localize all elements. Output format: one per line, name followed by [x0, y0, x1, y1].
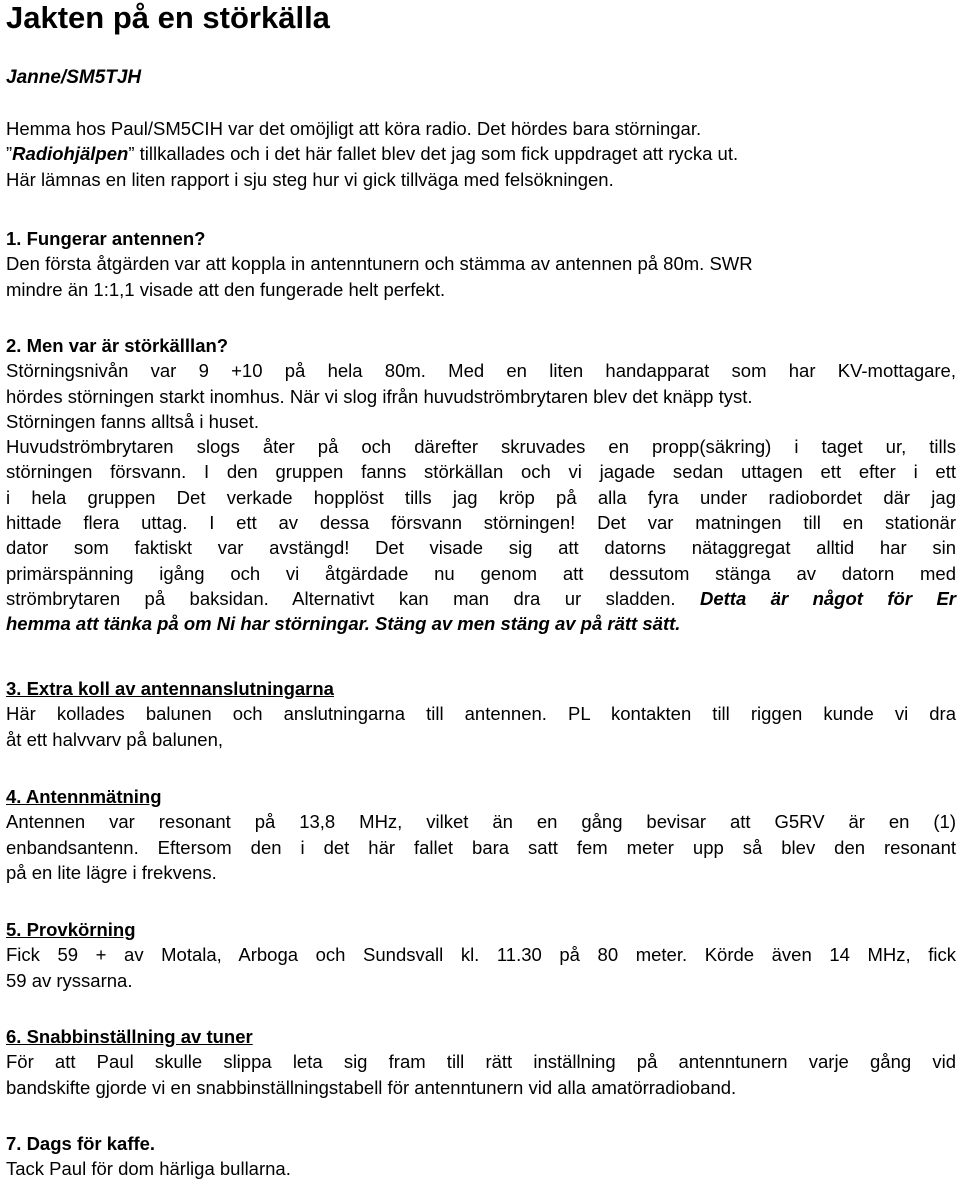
section-4-line-3: på en lite lägre i frekvens.	[6, 861, 217, 883]
intro-line-2: ”Radiohjälpen” tillkallades och i det här fallet blev det jag som fick uppdraget att rycka ut.	[6, 143, 739, 165]
section-2-line-4: Huvudströmbrytaren slogs åter på och därefter skruvades en propp(säkring) i taget ur, tills	[6, 436, 956, 458]
intro-paragraph	[6, 116, 956, 192]
section-7	[6, 1131, 956, 1182]
bold-advice-part-1: Detta är något för Er	[699, 587, 956, 609]
section-3-line-2: åt ett halvvarv på balunen,	[6, 728, 224, 750]
section-2-line-8: dator som faktiskt var avstängd! Det visade sig att datorns nätaggregat alltid har sin	[6, 537, 956, 559]
section-7-heading: 7. Dags för kaffe.	[6, 1133, 156, 1154]
section-2-line-3: Störningen fanns alltså i huset.	[6, 410, 259, 432]
section-5-line-2: 59 av ryssarna.	[6, 969, 133, 991]
section-5-line-1: Fick 59 + av Motala, Arboga och Sundsvall kl. 11.30 på 80 meter. Körde även 14 MHz, fick	[6, 944, 956, 966]
section-1-heading: 1. Fungerar antennen?	[6, 228, 206, 249]
section-6-heading: 6. Snabbinställning av tuner	[6, 1026, 253, 1047]
section-4	[6, 784, 956, 885]
section-6-line-1: För att Paul skulle slippa leta sig fram till rätt inställning på antenntunern varje gång vid	[6, 1051, 956, 1073]
author-line: Janne/SM5TJH	[6, 67, 142, 88]
section-2-line-9: primärspänning igång och vi åtgärdade nu genom att dessutom stänga av datorn med	[6, 562, 956, 584]
section-3-line-1: Här kollades balunen och anslutningarna till antennen. PL kontakten till riggen kunde vi dra	[6, 703, 956, 725]
section-2-line-5: störningen försvann. I den gruppen fanns störkällan och vi jagade sedan uttagen ett efter i ett	[6, 461, 956, 483]
section-6-line-2: bandskifte gjorde vi en snabbinställningstabell för antenntunern vid alla amatörradioband.	[6, 1076, 737, 1098]
section-7-line-1: Tack Paul för dom härliga bullarna.	[6, 1158, 291, 1180]
section-2-line-2: hördes störningen starkt inomhus. När vi slog ifrån huvudströmbrytaren blev det knäpp tyst.	[6, 385, 753, 407]
section-6	[6, 1024, 956, 1100]
section-2-line-10: strömbrytaren på baksidan. Alternativt kan man dra ur sladden. Detta är något för Er	[6, 587, 956, 609]
section-4-line-2: enbandsantenn. Eftersom den i det här fallet bara satt fem meter upp så blev den resonant	[6, 836, 956, 858]
section-2	[6, 333, 956, 637]
section-5-heading: 5. Provkörning	[6, 919, 136, 940]
section-2-line-6: i hela gruppen Det verkade hopplöst tills jag kröp på alla fyra under radiobordet där jag	[6, 486, 956, 508]
section-2-line-7: hittade flera uttag. I ett av dessa försvann störningen! Det var matningen till en stationär	[6, 512, 956, 534]
section-1	[6, 226, 956, 302]
section-1-line-2: mindre än 1:1,1 visade att den fungerade helt perfekt.	[6, 278, 446, 300]
section-5	[6, 917, 956, 993]
section-2-line-1: Störningsnivån var 9 +10 på hela 80m. Med en liten handapparat som har KV-mottagare,	[6, 360, 956, 382]
section-4-line-1: Antennen var resonant på 13,8 MHz, vilket än en gång bevisar att G5RV är en (1)	[6, 811, 956, 833]
page-title: Jakten på en störkälla	[6, 0, 330, 35]
section-3	[6, 676, 956, 752]
section-4-heading: 4. Antennmätning	[6, 786, 162, 807]
section-3-heading: 3. Extra koll av antennanslutningarna	[6, 678, 334, 699]
section-1-line-1: Den första åtgärden var att koppla in antenntunern och stämma av antennen på 80m. SWR	[6, 253, 753, 275]
intro-line-1: Hemma hos Paul/SM5CIH var det omöjligt att köra radio. Det hördes bara störningar.	[6, 118, 702, 139]
bold-advice-part-2: hemma att tänka på om Ni har störningar. Stäng av men stäng av på rätt sätt.	[6, 613, 681, 635]
section-2-heading: 2. Men var är störkälllan?	[6, 335, 229, 356]
intro-line-3: Här lämnas en liten rapport i sju steg hur vi gick tillväga med felsökningen.	[6, 168, 614, 190]
radiohjalpen-term: Radiohjälpen	[12, 143, 129, 165]
